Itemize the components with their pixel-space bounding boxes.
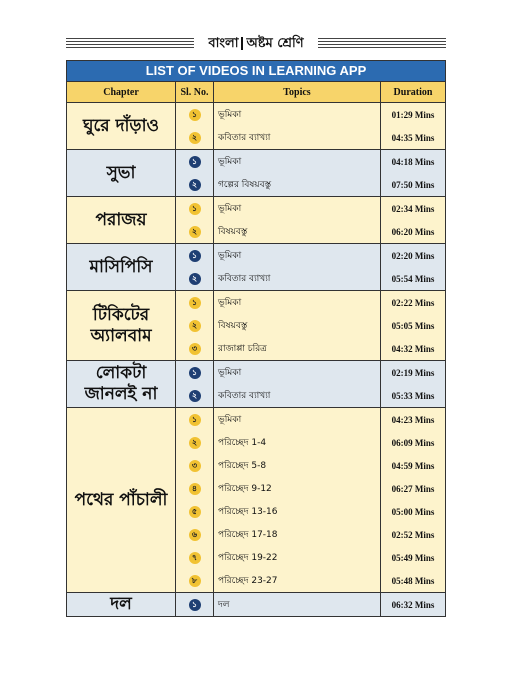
sl-number-badge: ৮: [189, 575, 201, 587]
duration-cell: 02:34 Mins: [391, 203, 435, 214]
topic-cell: পরিচ্ছেদ 23-27: [214, 569, 381, 592]
duration-cell: 06:32 Mins: [391, 599, 435, 610]
chapter-name: টিকিটের অ্যালবাম: [67, 291, 176, 360]
chapter-name: মাসিপিসি: [67, 244, 176, 290]
chapter-group: [67, 197, 445, 244]
table-row: [176, 337, 445, 360]
chapter-name: ঘুরে দাঁড়াও: [67, 103, 176, 149]
sl-cell: [176, 546, 214, 569]
chapter-rows: [176, 291, 445, 360]
table-row: [176, 291, 445, 314]
table-row: [176, 454, 445, 477]
sl-cell: [176, 337, 214, 360]
header-divider: [241, 37, 243, 50]
topic-cell: পরিচ্ছেদ 1-4: [214, 431, 381, 454]
topic-cell: রাজাপ্পা চরিত্র: [214, 337, 381, 360]
topic-cell: বিষয়বস্তু: [214, 314, 381, 337]
sl-cell: [176, 126, 214, 149]
table-body: [67, 103, 445, 616]
header-subject: বাংলা: [208, 36, 239, 51]
chapter-rows: [176, 197, 445, 243]
chapter-name: দল: [67, 593, 176, 616]
chapter-rows: [176, 103, 445, 149]
sl-number-badge: ৩: [189, 343, 201, 355]
sl-number-badge: ২: [189, 132, 201, 144]
sl-number-badge: ২: [189, 320, 201, 332]
sl-cell: [176, 569, 214, 592]
sl-cell: [176, 103, 214, 126]
col-chapter: Chapter: [67, 82, 176, 102]
sl-number-badge: ২: [189, 390, 201, 402]
topic-cell: কবিতার ব্যাখ্যা: [214, 384, 381, 407]
topic-cell: দল: [214, 593, 381, 616]
duration-cell: 02:19 Mins: [391, 367, 435, 378]
sl-number-badge: ১: [189, 297, 201, 309]
sl-number-badge: ৪: [189, 483, 201, 495]
sl-number-badge: ১: [189, 599, 201, 611]
table-row: [176, 593, 445, 616]
sl-cell: [176, 477, 214, 500]
sl-number-badge: ৬: [189, 529, 201, 541]
duration-cell: 06:20 Mins: [391, 226, 435, 237]
table-row: [176, 523, 445, 546]
duration-cell: 02:22 Mins: [391, 297, 435, 308]
topic-cell: পরিচ্ছেদ 17-18: [214, 523, 381, 546]
chapter-group: [67, 103, 445, 150]
chapter-group: [67, 408, 445, 593]
table-row: [176, 569, 445, 592]
sl-cell: [176, 593, 214, 616]
sl-number-badge: ২: [189, 273, 201, 285]
sl-cell: [176, 408, 214, 431]
table-row: [176, 500, 445, 523]
table-row: [176, 126, 445, 149]
duration-cell: 05:49 Mins: [391, 552, 435, 563]
duration-cell: 05:00 Mins: [391, 506, 435, 517]
sl-cell: [176, 384, 214, 407]
table-row: [176, 384, 445, 407]
table-header-row: [67, 81, 445, 103]
duration-cell: 04:32 Mins: [391, 343, 435, 354]
video-list-table: [66, 60, 446, 617]
sl-number-badge: ১: [189, 156, 201, 168]
chapter-group: [67, 291, 445, 361]
sl-number-badge: ১: [189, 367, 201, 379]
table-row: [176, 197, 445, 220]
sl-cell: [176, 361, 214, 384]
topic-cell: ভূমিকা: [214, 291, 381, 314]
sl-cell: [176, 314, 214, 337]
chapter-rows: [176, 408, 445, 592]
chapter-rows: [176, 150, 445, 196]
topic-cell: ভূমিকা: [214, 197, 381, 220]
duration-cell: 05:33 Mins: [391, 390, 435, 401]
sl-number-badge: ২: [189, 226, 201, 238]
sl-number-badge: ৫: [189, 506, 201, 518]
duration-cell: 04:18 Mins: [391, 156, 435, 167]
table-row: [176, 173, 445, 196]
table-row: [176, 408, 445, 431]
topic-cell: পরিচ্ছেদ 13-16: [214, 500, 381, 523]
table-row: [176, 150, 445, 173]
table-title: LIST OF VIDEOS IN LEARNING APP: [67, 61, 445, 81]
chapter-name: পরাজয়: [67, 197, 176, 243]
topic-cell: কবিতার ব্যাখ্যা: [214, 126, 381, 149]
chapter-rows: [176, 361, 445, 407]
table-row: [176, 314, 445, 337]
duration-cell: 05:54 Mins: [391, 273, 435, 284]
topic-cell: কবিতার ব্যাখ্যা: [214, 267, 381, 290]
topic-cell: ভূমিকা: [214, 103, 381, 126]
chapter-name: পথের পাঁচালী: [67, 408, 176, 592]
page-header: [66, 34, 446, 52]
topic-cell: ভূমিকা: [214, 150, 381, 173]
header-text: [66, 34, 446, 55]
chapter-name: লোকটা জানলই না: [67, 361, 176, 407]
sl-cell: [176, 523, 214, 546]
sl-cell: [176, 431, 214, 454]
duration-cell: 01:29 Mins: [391, 109, 435, 120]
topic-cell: ভূমিকা: [214, 244, 381, 267]
topic-cell: ভূমিকা: [214, 408, 381, 431]
sl-number-badge: ১: [189, 109, 201, 121]
table-row: [176, 361, 445, 384]
sl-number-badge: ১: [189, 414, 201, 426]
chapter-rows: [176, 244, 445, 290]
sl-cell: [176, 500, 214, 523]
sl-number-badge: ২: [189, 437, 201, 449]
sl-number-badge: ২: [189, 179, 201, 191]
col-topics: Topics: [214, 82, 381, 102]
header-class: অষ্টম শ্রেণি: [246, 36, 304, 51]
sl-cell: [176, 267, 214, 290]
topic-cell: ভূমিকা: [214, 361, 381, 384]
duration-cell: 07:50 Mins: [391, 179, 435, 190]
sl-cell: [176, 173, 214, 196]
topic-cell: পরিচ্ছেদ 19-22: [214, 546, 381, 569]
topic-cell: গল্পের বিষয়বস্তু: [214, 173, 381, 196]
sl-number-badge: ১: [189, 203, 201, 215]
sl-cell: [176, 150, 214, 173]
table-row: [176, 244, 445, 267]
col-sl-no: Sl. No.: [176, 82, 214, 102]
table-row: [176, 267, 445, 290]
duration-cell: 06:09 Mins: [391, 437, 435, 448]
sl-cell: [176, 244, 214, 267]
topic-cell: পরিচ্ছেদ 9-12: [214, 477, 381, 500]
duration-cell: 04:59 Mins: [391, 460, 435, 471]
sl-number-badge: ১: [189, 250, 201, 262]
table-row: [176, 477, 445, 500]
chapter-rows: [176, 593, 445, 616]
sl-cell: [176, 197, 214, 220]
duration-cell: 05:05 Mins: [391, 320, 435, 331]
col-duration: Duration: [393, 86, 433, 98]
duration-cell: 02:52 Mins: [391, 529, 435, 540]
sl-number-badge: ৩: [189, 460, 201, 472]
table-row: [176, 431, 445, 454]
table-row: [176, 103, 445, 126]
sl-number-badge: ৭: [189, 552, 201, 564]
topic-cell: পরিচ্ছেদ 5-8: [214, 454, 381, 477]
chapter-group: [67, 244, 445, 291]
duration-cell: 04:35 Mins: [391, 132, 435, 143]
chapter-group: [67, 361, 445, 408]
table-row: [176, 220, 445, 243]
chapter-group: [67, 150, 445, 197]
duration-cell: 06:27 Mins: [391, 483, 435, 494]
chapter-name: সুভা: [67, 150, 176, 196]
topic-cell: বিষয়বস্তু: [214, 220, 381, 243]
sl-cell: [176, 220, 214, 243]
table-row: [176, 546, 445, 569]
sl-cell: [176, 454, 214, 477]
duration-cell: 04:23 Mins: [391, 414, 435, 425]
sl-cell: [176, 291, 214, 314]
duration-cell: 02:20 Mins: [391, 250, 435, 261]
chapter-group: [67, 593, 445, 616]
duration-cell: 05:48 Mins: [391, 575, 435, 586]
